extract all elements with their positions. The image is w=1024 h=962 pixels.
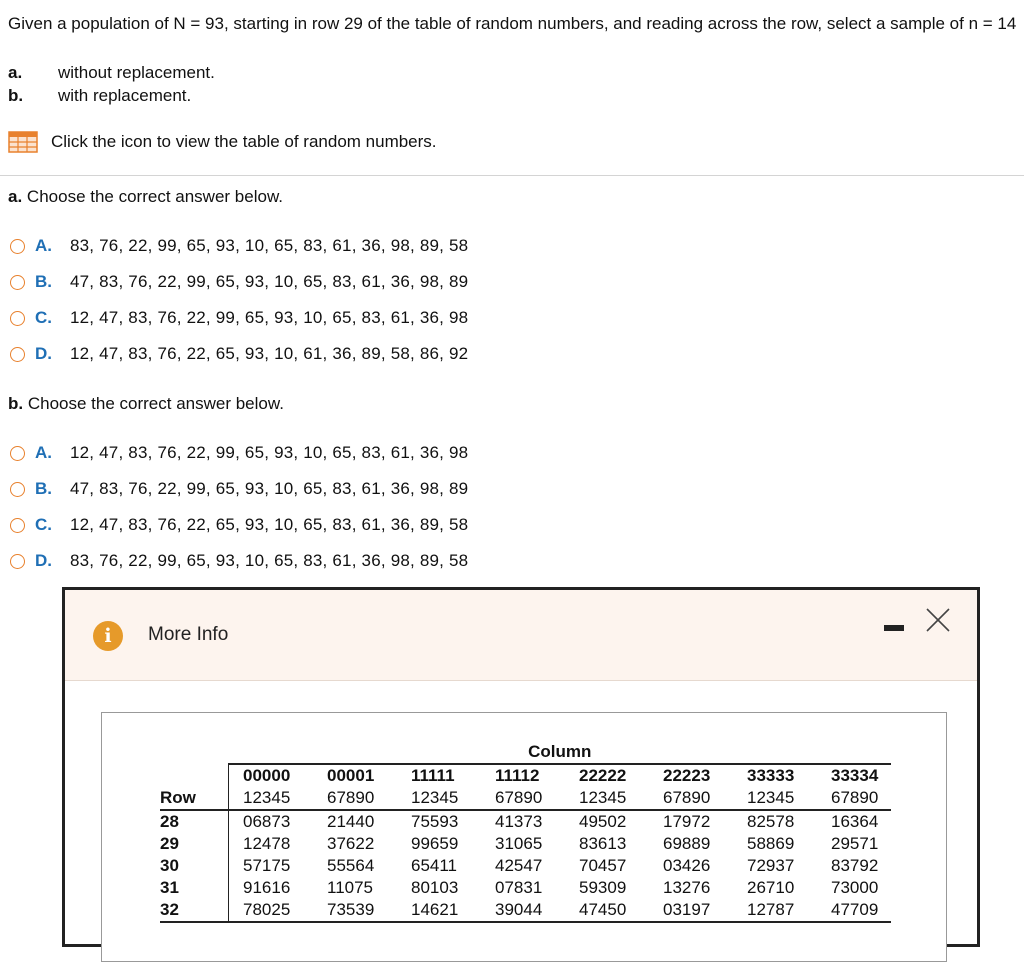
option-text: 12, 47, 83, 76, 22, 99, 65, 93, 10, 65, 83, 61, 36, 98 [70,443,469,462]
table-cell: 73539 [313,899,397,922]
radio-button[interactable] [10,239,25,254]
part-a-label [8,187,283,207]
table-cell: 83792 [831,856,879,875]
table-cell: 69889 [663,834,711,853]
option-text: 83, 76, 22, 99, 65, 93, 10, 65, 83, 61, 36, 98, 89, 58 [70,551,469,570]
table-title-row [160,741,891,764]
table-cell: 39044 [481,899,565,922]
table-cell: 12787 [733,899,817,922]
option-letter: A. [35,443,52,462]
option-text: 12, 47, 83, 76, 22, 65, 93, 10, 61, 36, 89, 58, 86, 92 [70,344,469,363]
option-letter: B. [35,479,52,498]
table-cell: 49502 [579,812,627,831]
part-a-label-letter: a. [8,187,23,206]
table-cell: 47709 [817,899,891,922]
header-cell: 67890 [313,787,397,810]
row-number: 31 [160,877,229,899]
table-cell: 99659 [411,834,459,853]
header-cell: 00000 [243,766,291,785]
table-cell: 29571 [831,834,879,853]
table-cell: 13276 [663,878,711,897]
row-number: 30 [160,855,229,877]
part-letter: b. [8,86,24,105]
option-text: 12, 47, 83, 76, 22, 99, 65, 93, 10, 65, 83, 61, 36, 98 [70,308,469,327]
header-cell: 12345 [397,787,481,810]
header-cell: 67890 [481,787,565,810]
table-row [160,810,891,833]
part-b-option-c[interactable] [10,507,468,543]
view-table-link[interactable] [8,131,437,153]
table-cell: 06873 [243,812,291,831]
close-icon[interactable] [925,607,951,633]
option-text: 47, 83, 76, 22, 99, 65, 93, 10, 65, 83, 61, 36, 98, 89 [70,479,469,498]
table-row [160,899,891,922]
part-b-option-d[interactable] [10,543,468,579]
more-info-popup [62,587,980,947]
part-text: with replacement. [58,86,192,105]
header-cell: 12345 [229,787,314,810]
table-header-row-2 [160,787,891,810]
table-cell: 03426 [663,856,711,875]
row-number: 28 [160,810,229,833]
header-cell: 12345 [733,787,817,810]
radio-button[interactable] [10,275,25,290]
part-a-item [8,61,215,84]
table-cell: 26710 [747,878,795,897]
table-cell: 41373 [495,812,543,831]
option-letter: C. [35,515,52,534]
header-cell: 67890 [649,787,733,810]
header-cell: 67890 [817,787,891,810]
header-cell: 33333 [747,766,795,785]
part-a-label-text: Choose the correct answer below. [26,187,284,206]
option-text: 12, 47, 83, 76, 22, 65, 93, 10, 65, 83, 61, 36, 89, 58 [70,515,469,534]
table-cell: 47450 [565,899,649,922]
header-cell: 11111 [411,766,455,785]
header-cell: 33334 [831,766,879,785]
option-letter: A. [35,236,52,255]
question-text: Given a population of N = 93, starting in row 29 of the table of random numbers, and reading across the row, select a sample of n = 14 [8,14,1017,33]
radio-button[interactable] [10,446,25,461]
part-b-option-b[interactable] [10,471,468,507]
header-cell: 12345 [565,787,649,810]
table-cell: 11075 [327,878,374,897]
table-cell: 55564 [327,856,375,875]
info-icon: i [93,621,123,651]
part-b-label [8,394,284,414]
radio-button[interactable] [10,347,25,362]
option-text: 83, 76, 22, 99, 65, 93, 10, 65, 83, 61, 36, 98, 89, 58 [70,236,469,255]
part-a-option-a[interactable] [10,228,468,264]
table-cell: 03197 [649,899,733,922]
table-cell: 82578 [747,812,795,831]
radio-button[interactable] [10,311,25,326]
part-b-label-text: Choose the correct answer below. [27,394,284,413]
table-cell: 70457 [579,856,627,875]
option-text: 47, 83, 76, 22, 99, 65, 93, 10, 65, 83, 61, 36, 98, 89 [70,272,469,291]
part-b-options [10,435,468,579]
table-cell: 80103 [411,878,459,897]
part-b-item [8,84,215,107]
table-row [160,877,891,899]
section-divider [0,175,1024,176]
table-row [160,833,891,855]
header-cell: 11112 [495,766,540,785]
header-cell: 22223 [663,766,711,785]
popup-title: More Info [148,624,229,645]
table-grid-icon[interactable] [8,131,38,153]
option-letter: D. [35,344,52,363]
empty-cell [160,741,229,764]
part-text: without replacement. [58,63,215,82]
column-title: Column [229,741,892,764]
radio-button[interactable] [10,482,25,497]
header-cell: 00001 [327,766,375,785]
table-cell: 83613 [579,834,627,853]
table-cell: 42547 [495,856,543,875]
option-letter: B. [35,272,52,291]
table-cell: 17972 [663,812,711,831]
row-number: 32 [160,899,229,922]
part-a-option-d[interactable] [10,336,468,372]
option-letter: D. [35,551,52,570]
part-a-option-c[interactable] [10,300,468,336]
row-header-label: Row [160,787,229,810]
table-row [160,855,891,877]
part-a-options [10,228,468,372]
table-cell: 37622 [327,834,375,853]
radio-button[interactable] [10,518,25,533]
minimize-icon[interactable] [884,625,904,631]
table-cell: 73000 [831,878,879,897]
popup-header[interactable] [65,590,977,681]
random-numbers-table [160,741,891,923]
part-letter: a. [8,63,23,82]
table-cell: 58869 [747,834,795,853]
table-cell: 78025 [229,899,314,922]
table-cell: 91616 [243,878,291,897]
part-b-label-letter: b. [8,394,24,413]
part-a-option-b[interactable] [10,264,468,300]
table-cell: 07831 [495,878,543,897]
header-cell: 22222 [579,766,627,785]
random-numbers-table-frame [101,712,947,962]
radio-button[interactable] [10,554,25,569]
table-cell: 59309 [579,878,627,897]
table-cell: 57175 [243,856,291,875]
view-table-link-text[interactable]: Click the icon to view the table of random numbers. [51,132,437,151]
table-cell: 21440 [327,812,375,831]
part-b-option-a[interactable] [10,435,468,471]
empty-row-header [160,764,229,787]
table-cell: 72937 [747,856,795,875]
table-cell: 31065 [495,834,543,853]
table-cell: 12478 [243,834,291,853]
row-number: 29 [160,833,229,855]
table-cell: 75593 [411,812,459,831]
table-cell: 16364 [831,812,879,831]
question-parts [8,61,215,107]
table-cell: 65411 [411,856,458,875]
option-letter: C. [35,308,52,327]
table-cell: 14621 [397,899,481,922]
table-header-row-1 [160,764,891,787]
